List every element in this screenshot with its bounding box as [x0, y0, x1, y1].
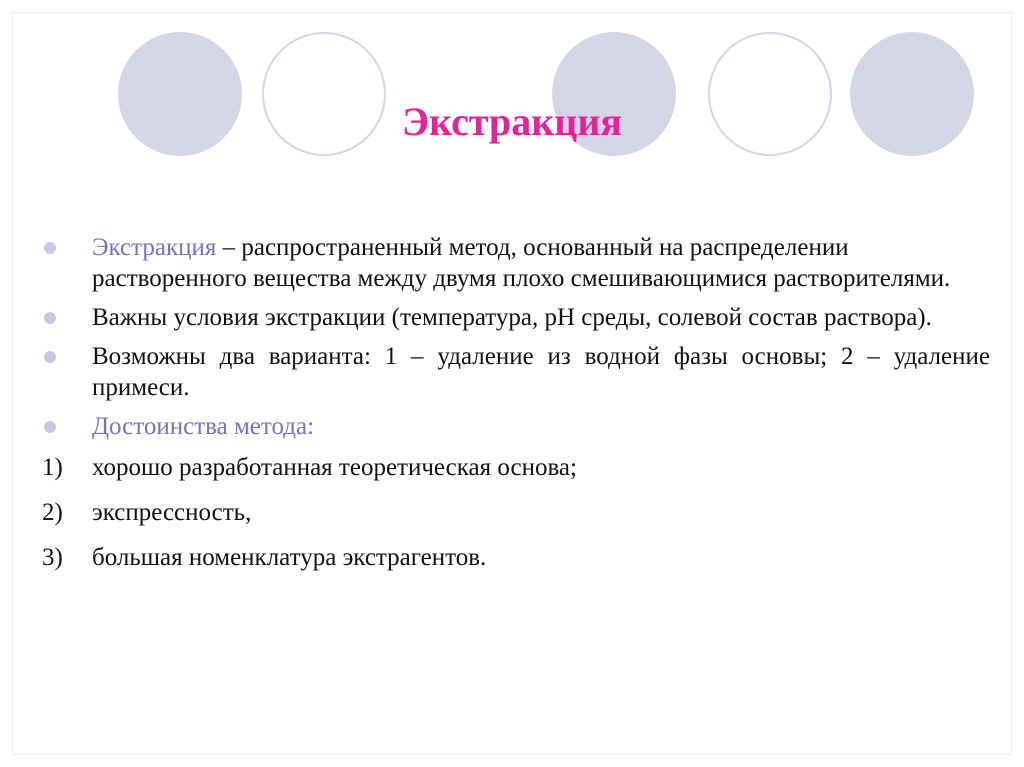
bullet-text: Возможны два варианта: 1 – удаление из водной фазы основы; 2 – удаление примеси.: [92, 343, 990, 401]
bullet-item: [40, 341, 990, 403]
bullet-item: [40, 302, 990, 333]
numbered-item: [40, 452, 990, 483]
numbered-item: [40, 542, 990, 573]
item-text: хорошо разработанная теоретическая основа;: [92, 454, 577, 481]
bullet-dot-icon: [44, 242, 56, 254]
item-text: экспрессность,: [92, 499, 252, 526]
bullet-item: [40, 411, 990, 442]
item-number: 3): [42, 544, 63, 571]
bullet-text: – распространенный метод, основанный на распределении растворенного вещества между двумя плохо смешивающимися растворителями.: [92, 234, 951, 292]
highlighted-term: Экстракция: [92, 234, 217, 261]
bullet-dot-icon: [44, 312, 56, 324]
bullet-text: Важны условия экстракции (температура, pH среды, солевой состав раствора).: [92, 304, 932, 331]
bullet-dot-icon: [44, 351, 56, 363]
slide-title: Экстракция: [401, 99, 623, 144]
item-number: 2): [42, 499, 63, 526]
bullet-text: Достоинства метода:: [92, 413, 315, 440]
bullet-item: [40, 232, 990, 294]
bullet-dot-icon: [44, 421, 56, 433]
numbered-item: [40, 497, 990, 528]
item-text: большая номенклатура экстрагентов.: [92, 544, 487, 571]
slide-body: [40, 232, 990, 573]
item-number: 1): [42, 454, 63, 481]
